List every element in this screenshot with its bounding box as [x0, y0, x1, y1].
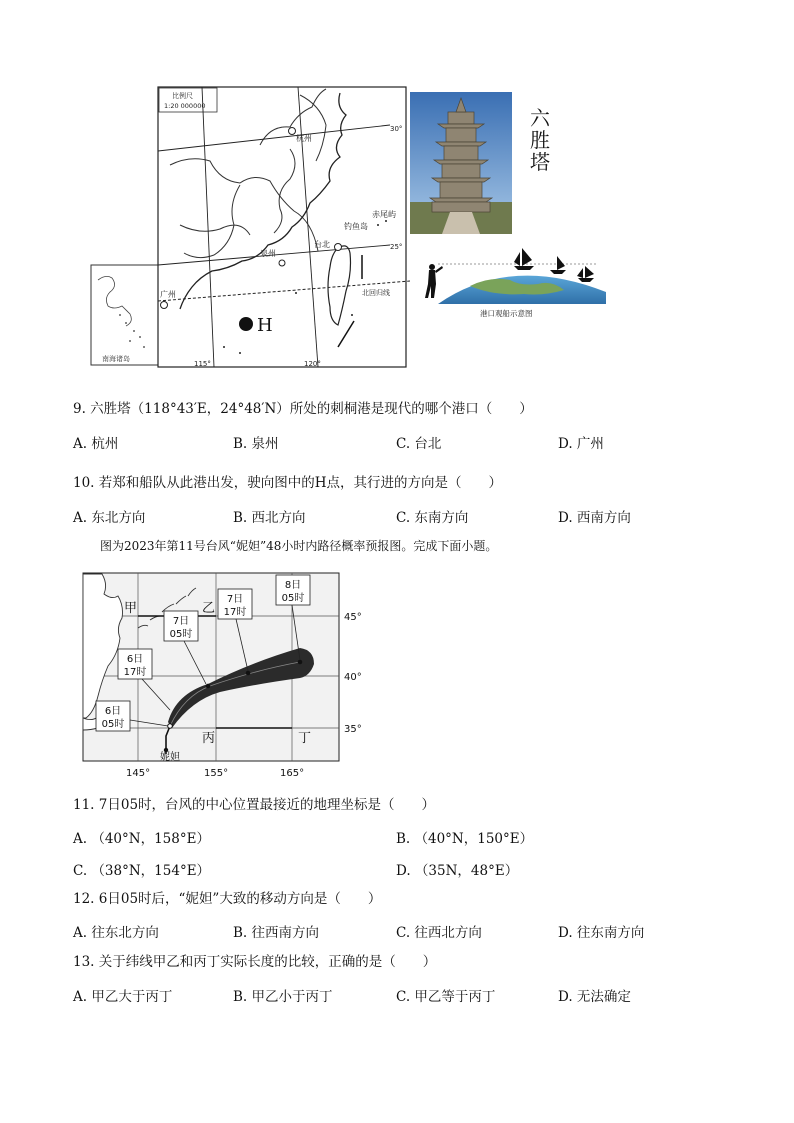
q12-option-a[interactable]: A. 往东北方向: [73, 925, 159, 941]
callout-6d17-hour: 17时: [123, 667, 147, 678]
southeast-china-map: [90, 85, 410, 370]
pagoda-title: [528, 107, 552, 173]
question-11-stem: 11. 7日05时，台风的中心位置最接近的地理坐标是（ ）: [73, 797, 436, 813]
guangzhou-label: 广州: [160, 290, 176, 299]
q9-option-c[interactable]: C. 台北: [396, 436, 442, 452]
hangzhou-label: 杭州: [296, 134, 312, 143]
callout-8d05-day: 8日: [284, 580, 302, 591]
typhoon-name: 妮妲: [160, 752, 180, 763]
lon-115-label: 115°: [194, 360, 211, 368]
pagoda-title-char-3: 塔: [530, 150, 550, 174]
callout-7d17-hour: 17时: [223, 607, 247, 618]
diaoyu-label: 钓鱼岛: [344, 222, 368, 231]
ding-label: 丁: [298, 731, 312, 746]
scale-title: 比例尺: [172, 92, 193, 100]
point-8d05: [298, 660, 303, 665]
point-6d05: [168, 724, 173, 729]
q11-option-a[interactable]: A. （40°N，158°E）: [73, 831, 210, 847]
inset-box: [91, 265, 161, 365]
q11-option-c[interactable]: C. （38°N，154°E）: [73, 863, 211, 879]
q9-option-d[interactable]: D. 广州: [558, 436, 604, 452]
question-10-stem: 10. 若郑和船队从此港出发，驶向图中的H点，其行进的方向是（ ）: [73, 475, 503, 491]
inset-label: 南海诸岛: [102, 355, 130, 363]
q13-option-c[interactable]: C. 甲乙等于丙丁: [396, 989, 496, 1005]
taibei-marker: [335, 244, 342, 251]
callout-7d17-day: 7日: [226, 594, 244, 605]
axis-lon-165: 165°: [280, 768, 305, 779]
q13-option-a[interactable]: A. 甲乙大于丙丁: [73, 989, 173, 1005]
typhoon-track-map: [80, 570, 380, 780]
lat-30-label: 30°: [390, 125, 403, 133]
q11-option-d[interactable]: D. （35N，48°E）: [396, 863, 519, 879]
quanzhou-marker: [279, 260, 285, 266]
pagoda-title-char-2: 胜: [530, 128, 550, 152]
question-9-stem: 9. 六胜塔（118°43′E，24°48′N）所处的刺桐港是现代的哪个港口（ ）: [73, 401, 533, 417]
axis-lon-145: 145°: [126, 768, 151, 779]
point-7d17: [246, 671, 251, 676]
q9-option-b[interactable]: B. 泉州: [233, 436, 279, 452]
axis-lat-40: 40°: [344, 672, 362, 683]
q12-option-b[interactable]: B. 往西南方向: [233, 925, 320, 941]
main-map-frame: [158, 87, 406, 367]
q10-option-b[interactable]: B. 西北方向: [233, 510, 306, 526]
q13-option-d[interactable]: D. 无法确定: [558, 989, 631, 1005]
point-6d17-7d05: [206, 684, 211, 689]
q9-option-a[interactable]: A. 杭州: [73, 436, 119, 452]
h-point-marker: [239, 317, 253, 331]
callout-6d17-day: 6日: [126, 654, 144, 665]
lat-25-label: 25°: [390, 243, 403, 251]
callout-8d05-hour: 05时: [281, 593, 305, 604]
question-12-stem: 12. 6日05时后，“妮妲”大致的移动方向是（ ）: [73, 891, 382, 907]
pagoda-photo: [410, 92, 512, 234]
port-caption: 港口观船示意图: [480, 309, 533, 318]
q12-option-d[interactable]: D. 往东南方向: [558, 925, 645, 941]
lon-120-label: 120°: [304, 360, 321, 368]
taibei-label: 台北: [314, 240, 330, 249]
jia-label: 甲: [124, 601, 138, 616]
q13-option-b[interactable]: B. 甲乙小于丙丁: [233, 989, 333, 1005]
callout-7d05-hour: 05时: [169, 629, 193, 640]
q10-option-d[interactable]: D. 西南方向: [558, 510, 631, 526]
quanzhou-label: 泉州: [260, 249, 276, 258]
q10-option-a[interactable]: A. 东北方向: [73, 510, 146, 526]
port-observation-diagram: [410, 240, 610, 320]
callout-6d05-hour: 05时: [101, 719, 125, 730]
scale-value: 1:20 000000: [164, 102, 206, 110]
yi-label: 乙: [202, 601, 216, 616]
axis-lon-155: 155°: [204, 768, 229, 779]
tropic-label: 北回归线: [362, 289, 390, 297]
q12-option-c[interactable]: C. 往西北方向: [396, 925, 482, 941]
q11-option-b[interactable]: B. （40°N，150°E）: [396, 831, 534, 847]
axis-lat-45: 45°: [344, 612, 362, 623]
hangzhou-marker: [289, 128, 296, 135]
callout-7d05-day: 7日: [172, 616, 190, 627]
observer-figure: [425, 264, 443, 298]
question-13-stem: 13. 关于纬线甲乙和丙丁实际长度的比较，正确的是（ ）: [73, 954, 437, 970]
chiwei-label: 赤尾屿: [372, 210, 396, 219]
bing-label: 丙: [202, 731, 216, 746]
callout-6d05-day: 6日: [104, 706, 122, 717]
h-point-label: H: [257, 315, 273, 336]
guangzhou-marker: [161, 302, 168, 309]
q10-option-c[interactable]: C. 东南方向: [396, 510, 469, 526]
typhoon-intro: 图为2023年第11号台风“妮妲”48小时内路径概率预报图。完成下面小题。: [100, 539, 498, 553]
axis-lat-35: 35°: [344, 724, 362, 735]
pagoda-title-char-1: 六: [530, 106, 550, 130]
